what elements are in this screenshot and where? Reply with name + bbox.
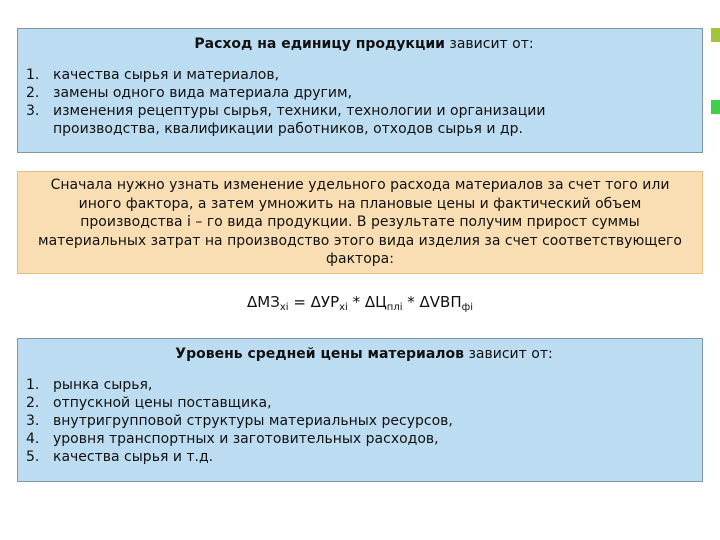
list-item-text: качества сырья и материалов, <box>53 67 280 83</box>
list-item-number: 1. <box>26 67 40 83</box>
list-item-number: 2. <box>26 395 40 411</box>
formula-term-delta-c: * ΔЦ <box>347 293 387 311</box>
list-item-text: рынка сырья, <box>53 377 153 393</box>
price-factors-title-rest: зависит от: <box>464 346 553 362</box>
formula-subscript-xi: xi <box>279 302 289 313</box>
list-item-text: внутригрупповой структуры материальных ресурсов, <box>53 413 453 429</box>
list-item-number: 2. <box>26 85 40 101</box>
price-factors-title <box>26 345 702 363</box>
formula-term-delta-vvp: * ΔVВП <box>402 293 462 311</box>
price-factors-list <box>26 376 702 466</box>
price-factors-box <box>17 338 703 482</box>
list-item <box>26 448 702 466</box>
list-item <box>26 66 702 84</box>
list-item <box>26 394 702 412</box>
list-item-number: 5. <box>26 449 40 465</box>
list-item <box>26 84 702 102</box>
accent-marker-top <box>711 28 720 42</box>
method-explanation-box <box>17 171 703 274</box>
consumption-factors-box <box>17 28 703 153</box>
list-item-number: 4. <box>26 431 40 447</box>
formula-subscript-fi: фi <box>461 302 473 313</box>
list-item <box>26 430 702 448</box>
accent-marker-middle <box>711 100 720 114</box>
list-item <box>26 376 702 394</box>
list-item-number: 1. <box>26 377 40 393</box>
list-item-number: 3. <box>26 103 40 119</box>
list-item-text: качества сырья и т.д. <box>53 449 214 465</box>
list-item <box>26 412 702 430</box>
consumption-factors-title-rest: зависит от: <box>444 36 534 52</box>
method-explanation-text: Сначала нужно узнать изменение удельного расхода материалов за счет того или иного фактора, а затем умножить на плановые цены и фактический объем производства i – го вида продукции. В результате получим прирост суммы материальных затрат на производство этого вида изделия за счет соответствующего фактора: <box>38 177 682 267</box>
formula-term-delta-ur: = ΔУР <box>288 293 340 311</box>
list-item <box>26 102 702 138</box>
consumption-factors-list <box>26 66 702 138</box>
material-cost-formula <box>0 292 720 312</box>
list-item-text: изменения рецептуры сырья, техники, технологии и организации производства, квалификации работников, отходов сырья и др. <box>53 103 546 137</box>
list-item-text: замены одного вида материала другим, <box>53 85 353 101</box>
formula-subscript-xi: xi <box>339 302 348 313</box>
list-item-text: отпускной цены поставщика, <box>53 395 272 411</box>
price-factors-title-bold: Уровень средней цены материалов <box>175 346 465 362</box>
list-item-number: 3. <box>26 413 40 429</box>
list-item-text: уровня транспортных и заготовительных расходов, <box>53 431 439 447</box>
formula-term-delta-mz: ΔМЗ <box>247 293 280 311</box>
consumption-factors-title <box>26 35 702 53</box>
formula-subscript-pli: плi <box>386 302 403 313</box>
consumption-factors-title-bold: Расход на единицу продукции <box>194 36 445 52</box>
